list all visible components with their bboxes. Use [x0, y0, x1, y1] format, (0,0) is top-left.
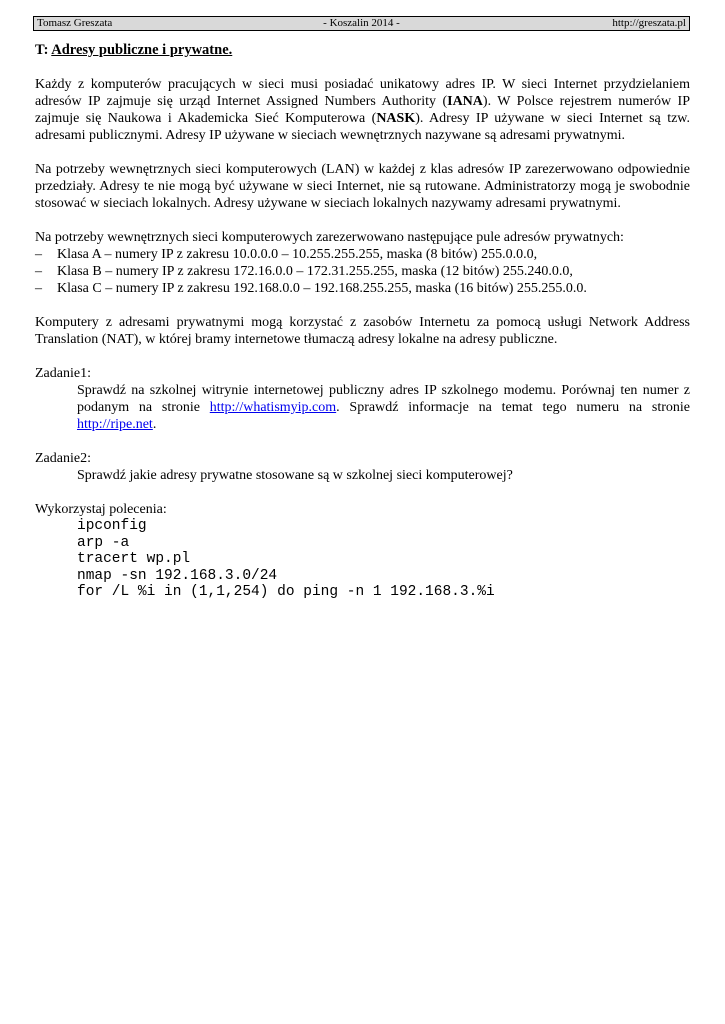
whatismyip-link[interactable]: http://whatismyip.com — [209, 400, 337, 415]
list-item-class-a — [35, 246, 690, 263]
class-list — [35, 246, 690, 297]
paragraph-pools-intro: Na potrzeby wewnętrznych sieci komputerowych zarezerwowano następujące pule adresów prywatnych: — [35, 230, 624, 245]
task1-text1: Sprawdź na szkolnej witrynie internetowej publiczny adres IP szkolnego modemu. Porównaj ten numer z podanym na stronie — [77, 383, 690, 415]
command-line: arp -a — [77, 534, 130, 551]
header-place-year: - Koszalin 2014 - — [323, 17, 400, 29]
task1-label: Zadanie1: — [35, 366, 91, 381]
para1-part3: ). Adresy IP używane w sieci Internet są tzw. adresami publicznymi. Adresy IP używane w sieciach wewnętrznych nazywane są adresami prywatnymi. — [35, 111, 690, 143]
ripe-link[interactable]: http://ripe.net — [77, 417, 153, 432]
page-title — [35, 42, 690, 59]
list-dash: – — [35, 247, 42, 262]
class-c-text: Klasa C – numery IP z zakresu 192.168.0.0 – 192.168.255.255, maska (16 bitów) 255.255.0.0. — [57, 281, 587, 296]
command-line: tracert wp.pl — [77, 551, 191, 567]
document-body — [35, 42, 690, 601]
paragraph-nat: Komputery z adresami prywatnymi mogą korzystać z zasobów Internetu za pomocą usługi Network Address Translation (NAT), w której bramy internetowe tłumaczą adresy lokalne na adresy publiczne. — [35, 315, 690, 347]
class-b-text: Klasa B – numery IP z zakresu 172.16.0.0 – 172.31.255.255, maska (12 bitów) 255.240.0.0, — [57, 264, 573, 279]
task1-text — [35, 382, 690, 433]
command-line: nmap -sn 192.168.3.0/24 — [77, 567, 278, 584]
class-a-text: Klasa A – numery IP z zakresu 10.0.0.0 – 10.255.255.255, maska (8 bitów) 255.0.0.0, — [57, 247, 538, 262]
task1-text3: . — [152, 417, 157, 432]
header-author: Tomasz Greszata — [37, 17, 113, 29]
header-site: http://greszata.pl — [612, 17, 686, 29]
list-dash: – — [35, 264, 42, 279]
list-dash: – — [35, 281, 42, 296]
paragraph-lan: Na potrzeby wewnętrznych sieci komputerowych (LAN) w każdej z klas adresów IP zarezerwowano odpowiednie przedziały. Adresy te nie mogą być używane w sieci Internet, nie są rutowane. Administratorzy mogą je swobodnie stosować w sieciach lokalnych. Adresy używane w sieciach lokalnych nazywamy adresami prywatnymi. — [35, 162, 690, 211]
title-prefix: T: — [35, 42, 49, 58]
paragraph-intro — [35, 76, 690, 144]
task2-text: Sprawdź jakie adresy prywatne stosowane są w szkolnej sieci komputerowej? — [77, 468, 513, 483]
para1-part2: ). W Polsce rejestrem numerów IP zajmuje się Naukowa i Akademicka Sieć Komputerowa ( — [35, 94, 690, 126]
title-text: Adresy publiczne i prywatne. — [51, 42, 233, 58]
para1-iana: IANA — [447, 94, 483, 109]
task2-label: Zadanie2: — [35, 451, 91, 466]
task1-text2: . Sprawdź informacje na temat tego numeru na stronie — [336, 400, 691, 415]
para1-nask: NASK — [376, 111, 416, 126]
command-line: for /L %i in (1,1,254) do ping -n 1 192.168.3.%i — [77, 584, 495, 600]
list-item-class-b — [35, 263, 690, 280]
commands-label: Wykorzystaj polecenia: — [35, 502, 167, 517]
list-item-class-c — [35, 280, 690, 297]
command-line: ipconfig — [77, 518, 147, 534]
page-header — [33, 16, 690, 31]
para1-part1: Każdy z komputerów pracujących w sieci musi posiadać unikatowy adres IP. W sieci Internet przydzielaniem adresów IP zajmuje się urząd Internet Assigned Numbers Authority ( — [35, 77, 690, 109]
